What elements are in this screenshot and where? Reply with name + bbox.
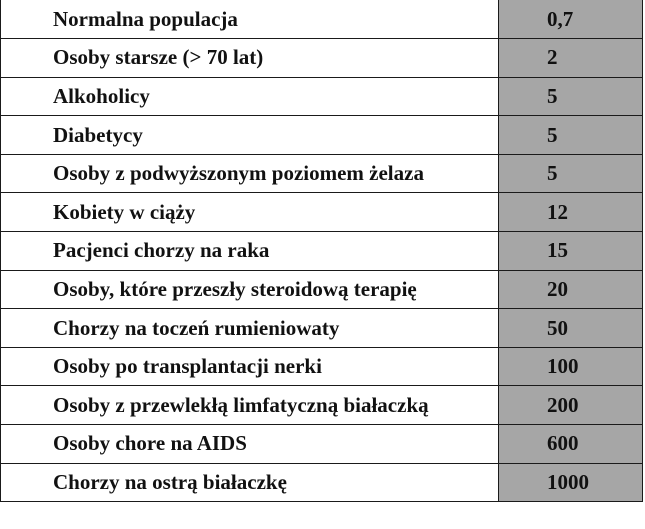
table-row	[1, 77, 643, 116]
row-value: 5	[499, 116, 643, 155]
row-label: Osoby chore na AIDS	[1, 425, 499, 464]
row-label: Alkoholicy	[1, 77, 499, 116]
row-label: Normalna populacja	[1, 0, 499, 39]
table-row	[1, 116, 643, 155]
row-value: 200	[499, 386, 643, 425]
row-label: Osoby z przewlekłą limfatyczną białaczką	[1, 386, 499, 425]
row-value: 20	[499, 270, 643, 309]
row-label: Osoby starsze (> 70 lat)	[1, 39, 499, 78]
row-label: Osoby, które przeszły steroidową terapię	[1, 270, 499, 309]
table-row	[1, 270, 643, 309]
table-row	[1, 463, 643, 502]
row-value: 50	[499, 309, 643, 348]
table-body	[1, 0, 643, 502]
table-row	[1, 309, 643, 348]
table-row	[1, 347, 643, 386]
row-label: Osoby z podwyższonym poziomem żelaza	[1, 154, 499, 193]
row-value: 5	[499, 77, 643, 116]
row-label: Chorzy na toczeń rumieniowaty	[1, 309, 499, 348]
table-row	[1, 0, 643, 39]
row-value: 0,7	[499, 0, 643, 39]
table-row	[1, 425, 643, 464]
row-label: Pacjenci chorzy na raka	[1, 232, 499, 271]
row-label: Chorzy na ostrą białaczkę	[1, 463, 499, 502]
table-row	[1, 39, 643, 78]
row-value: 1000	[499, 463, 643, 502]
table-row	[1, 386, 643, 425]
row-value: 12	[499, 193, 643, 232]
row-label: Osoby po transplantacji nerki	[1, 347, 499, 386]
row-value: 600	[499, 425, 643, 464]
table-row	[1, 193, 643, 232]
table-row	[1, 232, 643, 271]
row-label: Diabetycy	[1, 116, 499, 155]
row-value: 15	[499, 232, 643, 271]
row-value: 2	[499, 39, 643, 78]
row-label: Kobiety w ciąży	[1, 193, 499, 232]
table-row	[1, 154, 643, 193]
row-value: 5	[499, 154, 643, 193]
row-value: 100	[499, 347, 643, 386]
